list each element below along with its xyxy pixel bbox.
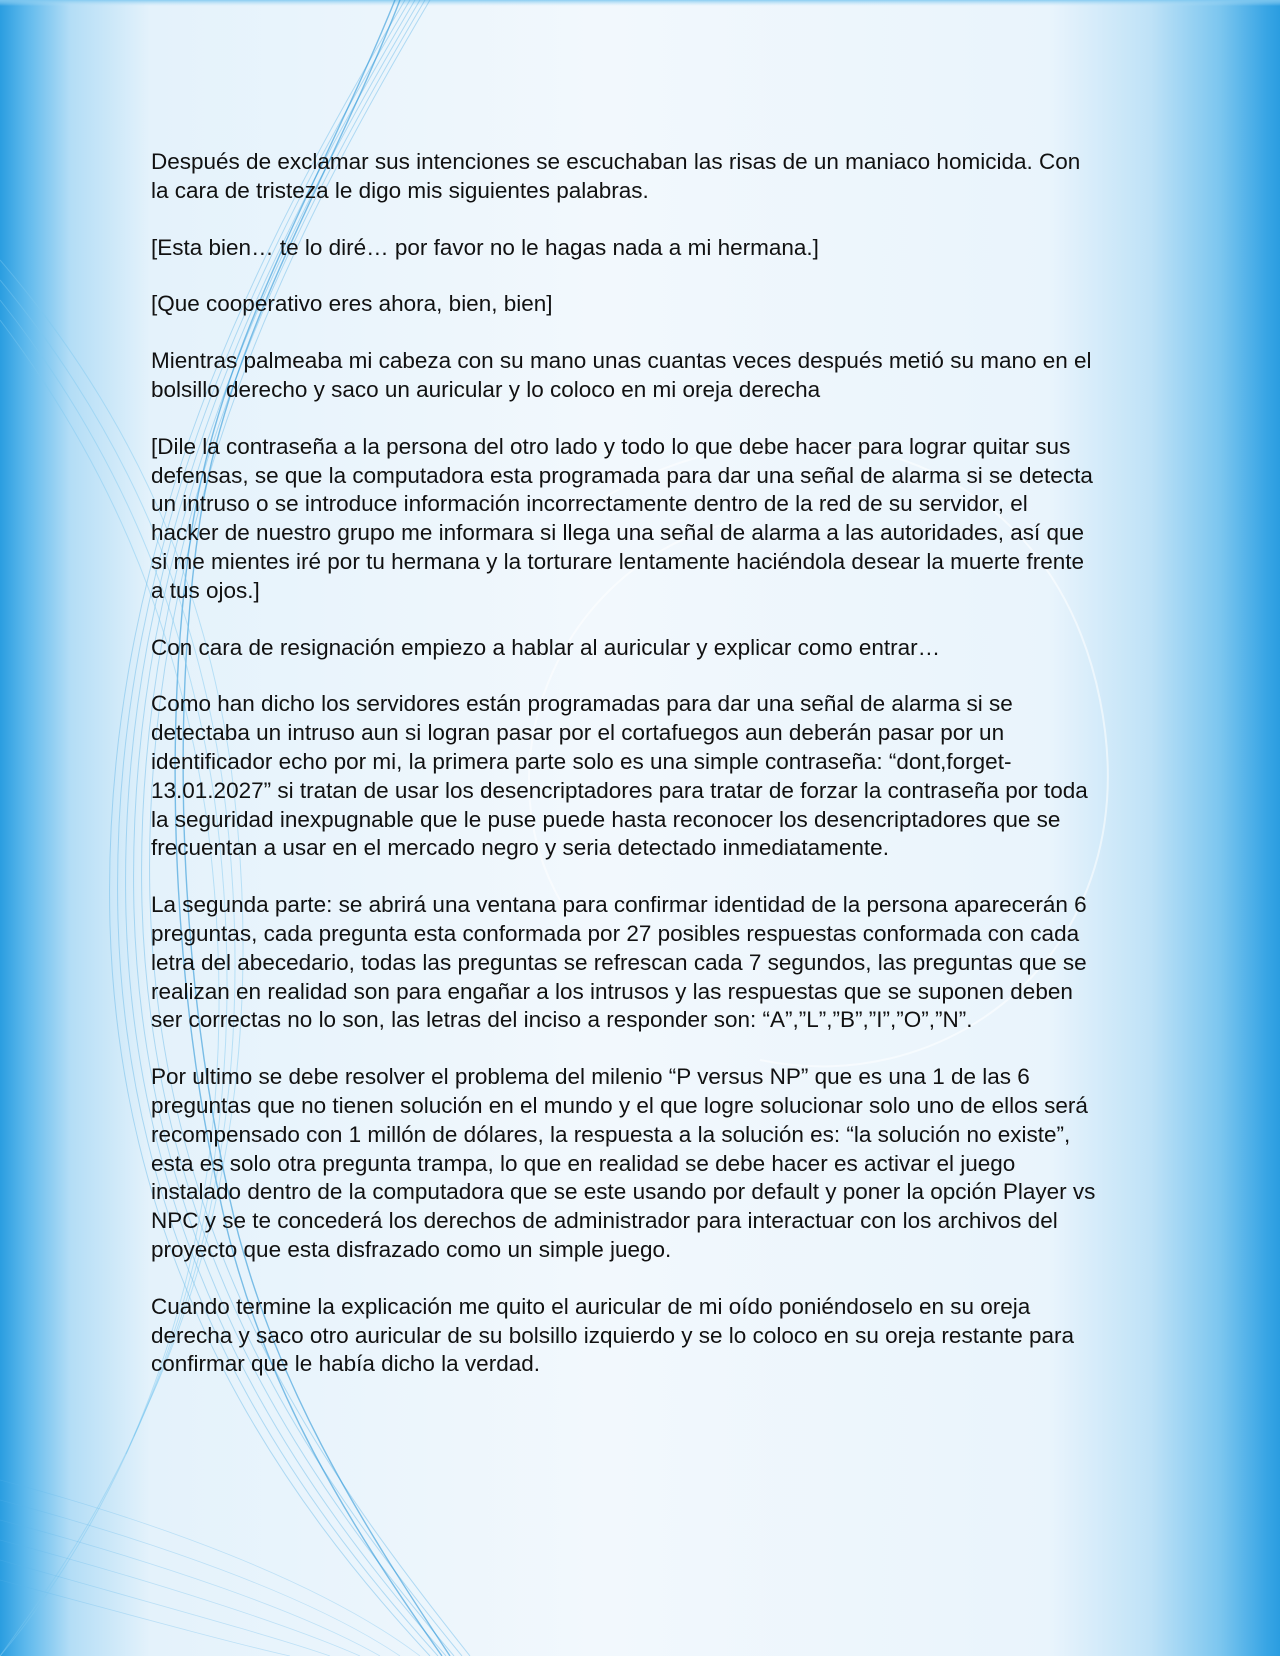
paragraph: [Esta bien… te lo diré… por favor no le hagas nada a mi hermana.] [151, 234, 819, 260]
story-text-body [151, 148, 1101, 1407]
paragraph: Cuando termine la explicación me quito el auricular de mi oído poniéndoselo en su oreja derecha y saco otro auricular de su bolsillo izquierdo y se lo coloco en su oreja restante para confirmar que le había dicho la verdad. [151, 1293, 1075, 1377]
paragraph: Después de exclamar sus intenciones se escuchaban las risas de un maniaco homicida. Con la cara de tristeza le digo mis siguientes palabras. [151, 149, 1081, 203]
paragraph: La segunda parte: se abrirá una ventana para confirmar identidad de la persona aparecerán 6 preguntas, cada pregunta esta conformada por 27 posibles respuestas conformada con cada letra del abecedario, todas las preguntas se refrescan cada 7 segundos, las preguntas que se realizan en realidad son para engañar a los intrusos y las respuestas que se suponen deben ser correctas no lo son, las letras del inciso a responder son: “A”,”L”,”B”,”I”,”O”,”N”. [151, 892, 1087, 1033]
paragraph: [Dile la contraseña a la persona del otro lado y todo lo que debe hacer para lograr quitar sus defensas, se que la computadora esta programada para dar una señal de alarma si se detecta un intruso o se introduce información incorrectamente dentro de la red de su servidor, el hacker de nuestro grupo me informara si llega una señal de alarma a las autoridades, así que si me mientes iré por tu hermana y la torturare lentamente haciéndola desear la muerte frente a tus ojos.] [151, 433, 1093, 603]
paragraph: Como han dicho los servidores están programadas para dar una señal de alarma si se detectaba un intruso aun si logran pasar por el cortafuegos aun deberán pasar por un identificador echo por mi, la primera parte solo es una simple contraseña: “dont,forget-13.01.2027” si tratan de usar los desencriptadores para tratar de forzar la contraseña por toda la seguridad inexpugnable que le puse puede hasta reconocer los desencriptadores que se frecuentan a usar en el mercado negro y seria detectado inmediatamente. [151, 691, 1088, 861]
paragraph: [Que cooperativo eres ahora, bien, bien] [151, 291, 553, 317]
paragraph: Con cara de resignación empiezo a hablar al auricular y explicar como entrar… [151, 634, 941, 660]
paragraph: Mientras palmeaba mi cabeza con su mano unas cuantas veces después metió su mano en el bolsillo derecho y saco un auricular y lo coloco en mi oreja derecha [151, 348, 1092, 402]
paragraph: Por ultimo se debe resolver el problema del milenio “P versus NP” que es una 1 de las 6 preguntas que no tienen solución en el mundo y el que logre solucionar solo uno de ellos será recompensado con 1 millón de dólares, la respuesta a la solución es: “la solución no existe”, esta es solo otra pregunta trampa, lo que en realidad se debe hacer es activar el juego instalado dentro de la computadora que se este usando por default y poner la opción Player vs NPC y se te concederá los derechos de administrador para interactuar con los archivos del proyecto que esta disfrazado como un simple juego. [151, 1064, 1096, 1262]
